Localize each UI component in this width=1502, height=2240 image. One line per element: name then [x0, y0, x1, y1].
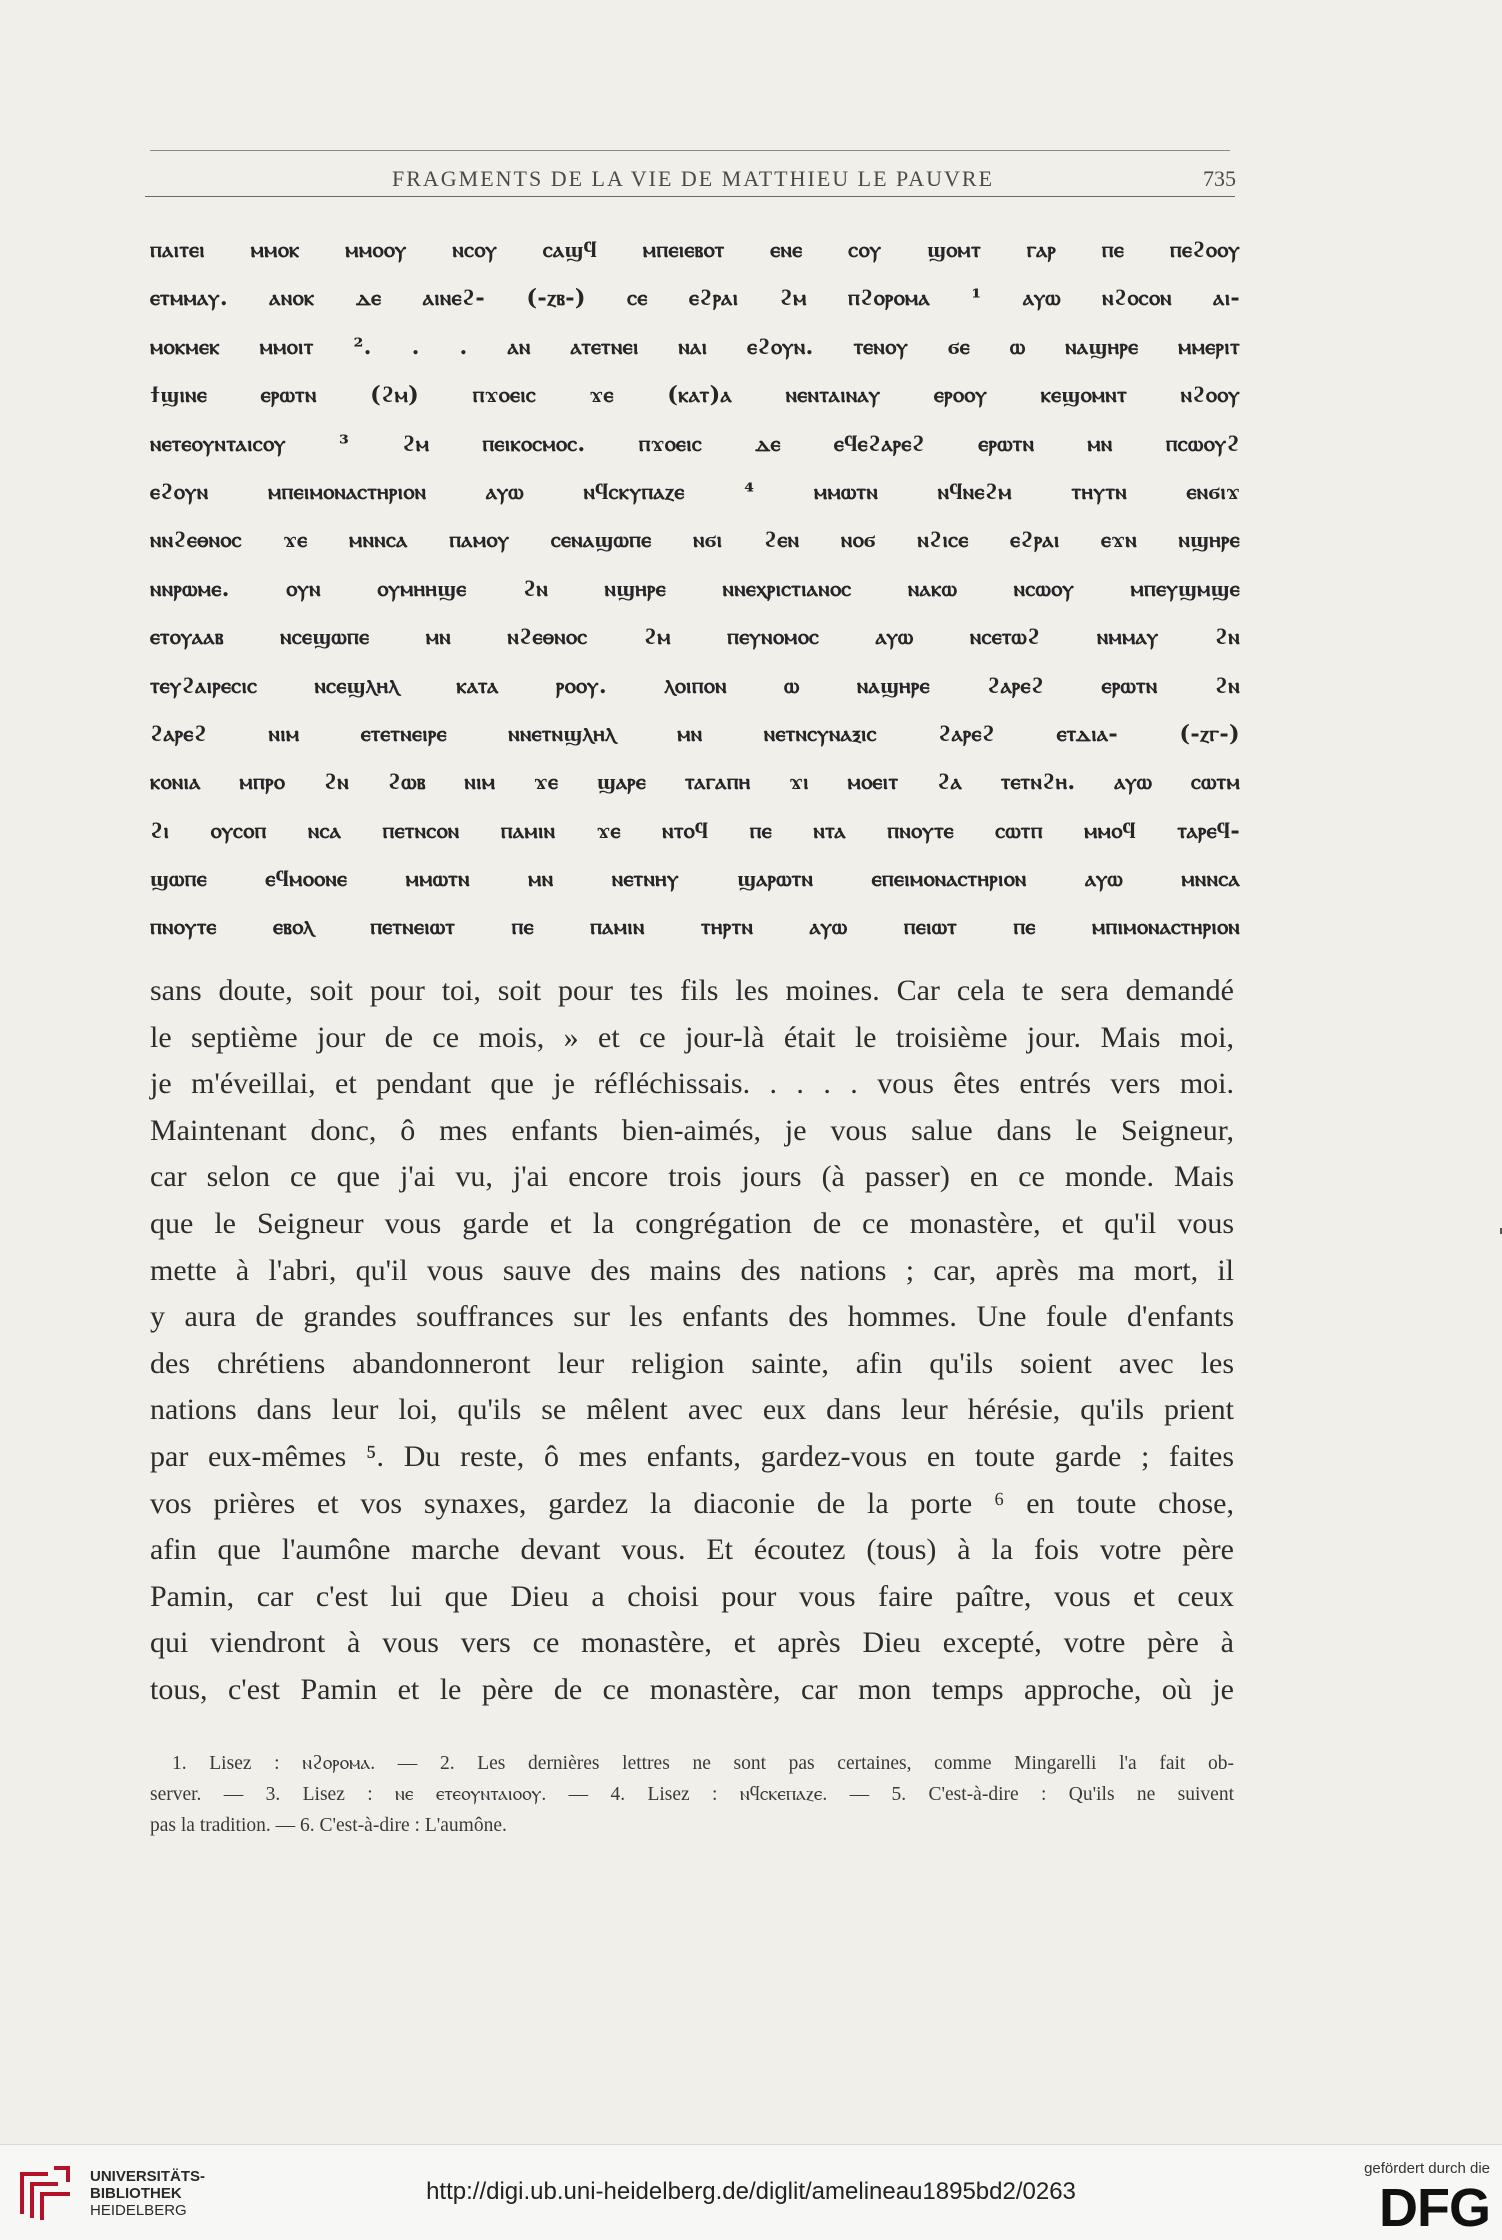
running-header [150, 166, 1236, 196]
coptic-line: ⲡⲛⲟⲩⲧⲉ ⲉⲃⲟⲗ ⲡⲉⲧⲛⲉⲓⲱⲧ ⲡⲉ ⲡⲁⲙⲓⲛ ⲧⲏⲣⲧⲛ ⲁⲩⲱ ⲡⲉⲓⲱⲧ ⲡⲉ ⲙⲡⲓⲙⲟⲛⲁⲥⲧⲏⲣⲓⲟⲛ [150, 914, 1240, 941]
coptic-line: ϩⲓ ⲟⲩⲥⲟⲡ ⲛⲥⲁ ⲡⲉⲧⲛⲥⲟⲛ ⲡⲁⲙⲓⲛ ϫⲉ ⲛⲧⲟϥ ⲡⲉ ⲛⲧⲁ ⲡⲛⲟⲩⲧⲉ ⲥⲱⲧⲡ ⲙⲙⲟϥ ⲧⲁⲣⲉϥ- [150, 817, 1240, 844]
translation-line: y aura de grandes souffrances sur les enfants des hommes. Une foule d'enfants [150, 1300, 1234, 1334]
coptic-line: ⲉⲧⲟⲩⲁⲁⲃ ⲛⲥⲉϣⲱⲡⲉ ⲙⲛ ⲛϩⲉⲑⲛⲟⲥ ϩⲙ ⲡⲉⲩⲛⲟⲙⲟⲥ ⲁⲩⲱ ⲛⲥⲉⲧⲱϩ ⲛⲙⲙⲁⲩ ϩⲛ [150, 624, 1240, 651]
coptic-line: ⲡⲁⲓⲧⲉⲓ ⲙⲙⲟⲕ ⲙⲙⲟⲟⲩ ⲛⲥⲟⲩ ⲥⲁϣϥ ⲙⲡⲉⲓⲉⲃⲟⲧ ⲉⲛⲉ ⲥⲟⲩ ϣⲟⲙⲧ ⲅⲁⲣ ⲡⲉ ⲡⲉϩⲟⲟⲩ [150, 237, 1240, 263]
permalink-url[interactable]: http://digi.ub.uni-heidelberg.de/diglit/amelineau1895bd2/0263 [426, 2178, 1076, 2205]
coptic-line: ⲛⲉⲧⲉⲟⲩⲛⲧⲁⲓⲥⲟⲩ ³ ϩⲙ ⲡⲉⲓⲕⲟⲥⲙⲟⲥ. ⲡϫⲟⲉⲓⲥ ⲇⲉ ⲉϥⲉϩⲁⲣⲉϩ ⲉⲣⲱⲧⲛ ⲙⲛ ⲡⲥⲱⲟⲩϩ [150, 430, 1240, 457]
header-top-rule [150, 150, 1230, 151]
coptic-line: ϩⲁⲣⲉϩ ⲛⲓⲙ ⲉⲧⲉⲧⲛⲉⲓⲣⲉ ⲛⲛⲉⲧⲛϣⲗⲏⲗ ⲙⲛ ⲛⲉⲧⲛⲥⲩⲛⲁⲝⲓⲥ ϩⲁⲣⲉϩ ⲉⲧⲇⲓⲁ- (-ⲍⲅ-) [150, 720, 1240, 747]
coptic-text-block [150, 226, 1240, 952]
translation-line: sans doute, soit pour toi, soit pour tes fils les moines. Car cela te sera demandé [150, 974, 1234, 1007]
footnote-line: 1. Lisez : ⲛϩⲟⲣⲟⲙⲁ. — 2. Les dernières lettres ne sont pas certaines, comme Mingarelli l'a fait ob- [172, 1753, 1234, 1774]
translation-line: vos prières et vos synaxes, gardez la diaconie de la porte ⁶ en toute chose, [150, 1486, 1234, 1520]
translation-line: mette à l'abri, qu'il vous sauve des mains des nations ; car, après ma mort, il [150, 1253, 1234, 1287]
coptic-line: ⲙⲟⲕⲙⲉⲕ ⲙⲙⲟⲓⲧ ². . . ⲁⲛ ⲁⲧⲉⲧⲛⲉⲓ ⲛⲁⲓ ⲉϩⲟⲩⲛ. ⲧⲉⲛⲟⲩ ϭⲉ ⲱ ⲛⲁϣⲏⲣⲉ ⲙⲙⲉⲣⲓⲧ [150, 333, 1240, 360]
translation-line: afin que l'aumône marche devant vous. Et écoutez (tous) à la fois votre père [150, 1533, 1234, 1567]
translation-line: le septième jour de ce mois, » et ce jour-là était le troisième jour. Mais moi, [150, 1020, 1234, 1054]
translation-line: tous, c'est Pamin et le père de ce monastère, car mon temps approche, où je [150, 1672, 1234, 1706]
footnote-line: pas la tradition. — 6. C'est-à-dire : L'aumône. [150, 1815, 507, 1836]
coptic-line: ϣⲱⲡⲉ ⲉϥⲙⲟⲟⲛⲉ ⲙⲙⲱⲧⲛ ⲙⲛ ⲛⲉⲧⲛⲏⲩ ϣⲁⲣⲱⲧⲛ ⲉⲡⲉⲓⲙⲟⲛⲁⲥⲧⲏⲣⲓⲟⲛ ⲁⲩⲱ ⲙⲛⲛⲥⲁ [150, 866, 1240, 893]
translation-line: des chrétiens abandonneront leur religion sainte, afin qu'ils soient avec les [150, 1346, 1234, 1380]
coptic-line: ⲛⲛϩⲉⲑⲛⲟⲥ ϫⲉ ⲙⲛⲛⲥⲁ ⲡⲁⲙⲟⲩ ⲥⲉⲛⲁϣⲱⲡⲉ ⲛϭⲓ ϩⲉⲛ ⲛⲟϭ ⲛϩⲓⲥⲉ ⲉϩⲣⲁⲓ ⲉϫⲛ ⲛϣⲏⲣⲉ [150, 527, 1240, 554]
dfg-logo: DFG [1379, 2178, 1490, 2238]
university-name-line: UNIVERSITÄTS- [90, 2168, 206, 2185]
translation-line: Pamin, car c'est lui que Dieu a choisi pour vous faire paître, vous et ceux [150, 1579, 1234, 1613]
funder-block [1290, 2160, 1490, 2238]
coptic-line: ⲉⲧⲙⲙⲁⲩ. ⲁⲛⲟⲕ ⲇⲉ ⲁⲓⲛⲉϩ- (-ⲍⲃ-) ⲥⲉ ⲉϩⲣⲁⲓ ϩⲙ ⲡϩⲟⲣⲟⲙⲁ ¹ ⲁⲩⲱ ⲛϩⲟⲥⲟⲛ ⲁⲓ- [150, 285, 1240, 312]
coptic-line: ⲧⲉⲩϩⲁⲓⲣⲉⲥⲓⲥ ⲛⲥⲉϣⲗⲏⲗ ⲕⲁⲧⲁ ⲣⲟⲟⲩ. ⲗⲟⲓⲡⲟⲛ ⲱ ⲛⲁϣⲏⲣⲉ ϩⲁⲣⲉϩ ⲉⲣⲱⲧⲛ ϩⲛ [150, 672, 1240, 699]
french-translation-block [150, 968, 1234, 1714]
translation-line: car selon ce que j'ai vu, j'ai encore trois jours (à passer) en ce monde. Mais [150, 1160, 1234, 1194]
page-number: 735 [1203, 166, 1236, 191]
coptic-line: ⲛⲛⲣⲱⲙⲉ. ⲟⲩⲛ ⲟⲩⲙⲏⲏϣⲉ ϩⲛ ⲛϣⲏⲣⲉ ⲛⲛⲉⲭⲣⲓⲥⲧⲓⲁⲛⲟⲥ ⲛⲁⲕⲱ ⲛⲥⲱⲟⲩ ⲙⲡⲉⲩϣⲙϣⲉ [150, 575, 1240, 602]
coptic-line: ⲕⲟⲛⲓⲁ ⲙⲡⲣⲟ ϩⲛ ϩⲱⲃ ⲛⲓⲙ ϫⲉ ϣⲁⲣⲉ ⲧⲁⲅⲁⲡⲏ ϫⲓ ⲙⲟⲉⲓⲧ ϩⲁ ⲧⲉⲧⲛϩⲏ. ⲁⲩⲱ ⲥⲱⲧⲙ [150, 769, 1240, 796]
coptic-line: ϯϣⲓⲛⲉ ⲉⲣⲱⲧⲛ (ϩⲙ) ⲡϫⲟⲉⲓⲥ ϫⲉ (ⲕⲁⲧ)ⲁ ⲛⲉⲛⲧⲁⲓⲛⲁⲩ ⲉⲣⲟⲟⲩ ⲕⲉϣⲟⲙⲛⲧ ⲛϩⲟⲟⲩ [150, 382, 1240, 409]
footnote-line: server. — 3. Lisez : ⲛⲉ ⲉⲧⲉⲟⲩⲛⲧⲁⲓⲟⲟⲩ. — 4. Lisez : ⲛϥⲥⲕⲉⲡⲁⲍⲉ. — 5. C'est-à-dire : Qu'ils ne suivent [150, 1784, 1234, 1805]
coptic-line: ⲉϩⲟⲩⲛ ⲙⲡⲉⲓⲙⲟⲛⲁⲥⲧⲏⲣⲓⲟⲛ ⲁⲩⲱ ⲛϥⲥⲕⲩⲡⲁⲍⲉ ⁴ ⲙⲙⲱⲧⲛ ⲛϥⲛⲉϩⲙ ⲧⲏⲩⲧⲛ ⲉⲛϭⲓϫ [150, 478, 1240, 505]
translation-line: nations dans leur loi, qu'ils se mêlent avec eux dans leur hérésie, qu'ils prient [150, 1393, 1234, 1427]
translation-line: qui viendront à vous vers ce monastère, et après Dieu excepté, votre père à [150, 1626, 1234, 1660]
translation-line: Maintenant donc, ô mes enfants bien-aimés, je vous salue dans le Seigneur, [150, 1113, 1234, 1147]
running-title: FRAGMENTS DE LA VIE DE MATTHIEU LE PAUVRE [391, 166, 995, 191]
funding-caption: gefördert durch die [1364, 2160, 1490, 2177]
translation-line: je m'éveillai, et pendant que je réfléchissais. . . . . vous êtes entrés vers moi. [150, 1067, 1234, 1101]
university-name-line: HEIDELBERG [90, 2202, 187, 2219]
header-bottom-rule [145, 196, 1235, 197]
university-name-line: BIBLIOTHEK [90, 2185, 182, 2202]
translation-line: par eux-mêmes ⁵. Du reste, ô mes enfants, gardez-vous en toute garde ; faites [150, 1439, 1234, 1473]
footnotes [150, 1748, 1234, 1841]
translation-line: que le Seigneur vous garde et la congrégation de ce monastère, et qu'il vous [150, 1206, 1234, 1240]
